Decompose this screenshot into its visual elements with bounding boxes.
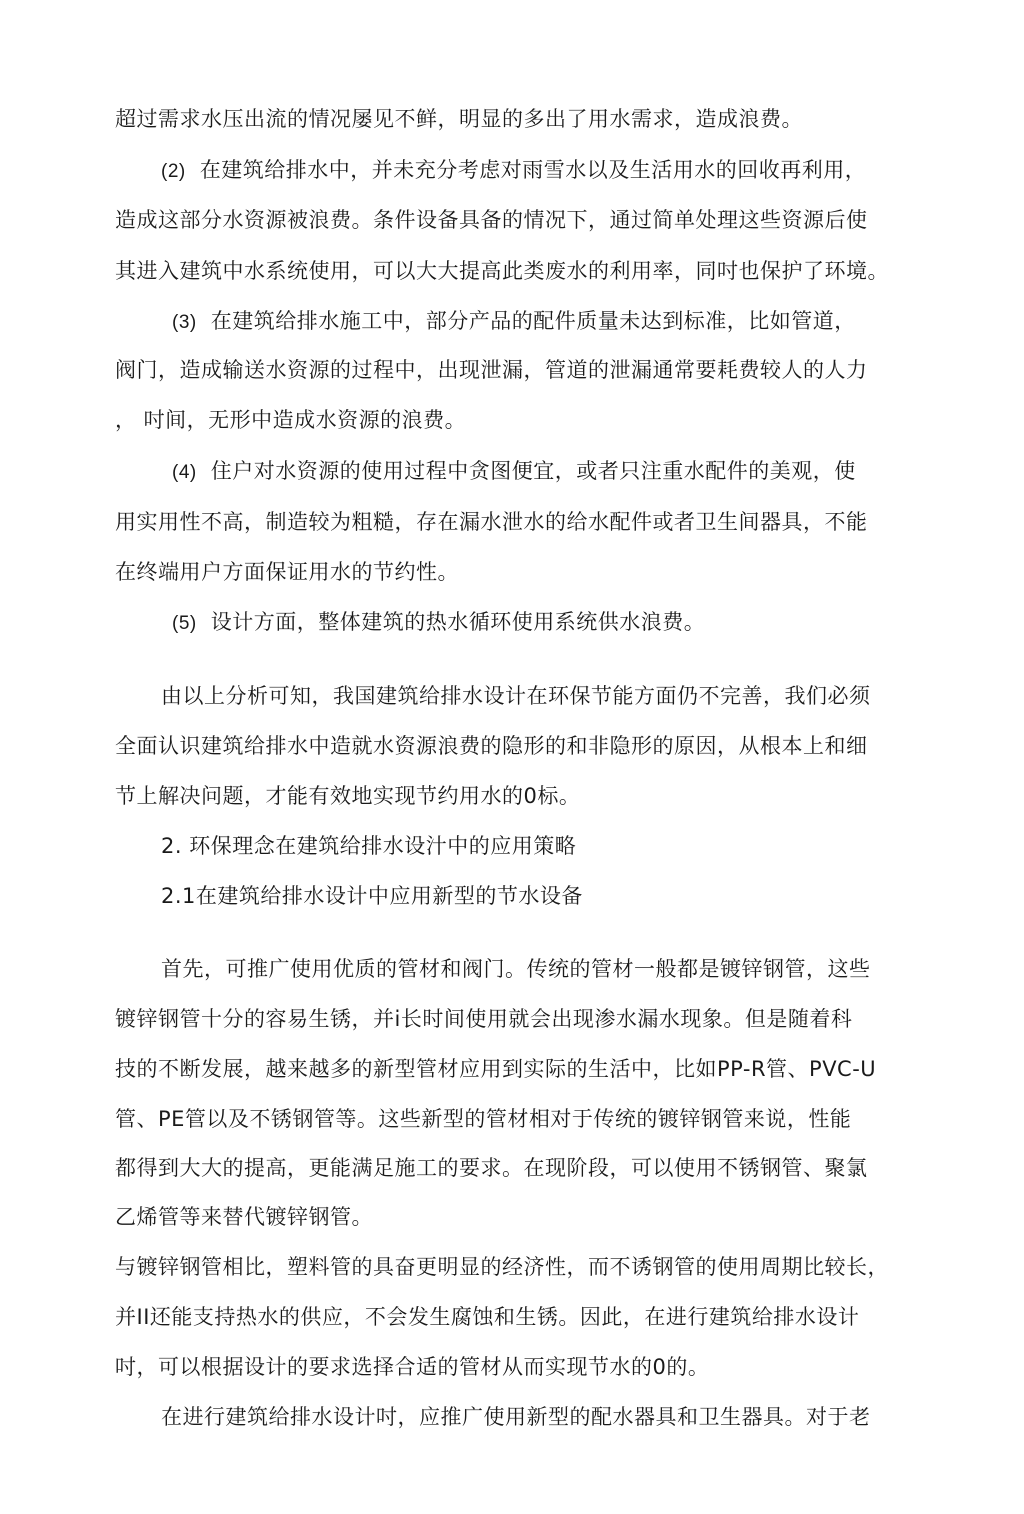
section-heading: 2. 环保理念在建筑给排水设汁中的应用策略 <box>161 834 577 858</box>
text-line: 用实用性不高，制造较为粗糙，存在漏水泄水的给水配件或者卫生间器具，不能 <box>115 510 868 534</box>
numbered-paragraph-2 <box>161 157 866 185</box>
text-line: 阀门，造成输送水资源的过程中，出现泄漏，管道的泄漏通常要耗费较人的人力 <box>115 358 868 382</box>
text-line: 在建筑给排水中，并未充分考虑对雨雪水以及生活用水的回收再利用， <box>199 158 867 182</box>
text-line: 在建筑给排水施工中，部分产品的配件质量未达到标准，比如管道， <box>210 309 856 333</box>
text-line: 在终端用户方面保证用水的节约性。 <box>115 560 459 584</box>
numbered-paragraph-4 <box>172 458 856 486</box>
text-line: 其进入建筑中水系统使用，可以大大提高此类废水的利用率，同吋也保护了环境。 <box>115 259 889 283</box>
text-line: ， 吋间，无形中造成水资源的浪费。 <box>115 408 467 432</box>
subsection-heading: 2.1在建筑给排水设计中应用新型的节水设备 <box>161 884 583 908</box>
item-number: (3) <box>172 312 197 333</box>
text-line: 乙烯管等来替代镀锌钢管。 <box>115 1205 373 1229</box>
item-number: (5) <box>172 613 197 634</box>
text-line: 由以上分析可知，我国建筑给排水设计在环保节能方面仍不完善，我们必须 <box>161 684 871 708</box>
text-line: 全面认识建筑给排水中造就水资源浪费的隐形的和非隐形的原因，从根本上和细 <box>115 734 868 758</box>
text-line: 管、PE管以及不锈钢管等。这些新型的管材相对于传统的镀锌钢管来说，性能 <box>115 1107 852 1131</box>
item-number: (2) <box>161 161 186 182</box>
text-line: 与镀锌钢管相比，塑料管的具奋更明显的经济性，而不诱钢管的使用周期比较长， <box>115 1255 889 1279</box>
text-line: 造成这部分水资源被浪费。条件设备具备的情况下，通过简单处理这些资源后使 <box>115 208 868 232</box>
text-line: 并II还能支持热水的供应，不会发生腐蚀和生锈。因此，在进行建筑给排水设计 <box>115 1305 860 1329</box>
numbered-paragraph-3 <box>172 308 856 336</box>
text-line: 设计方面，整体建筑的热水循环使用系统供水浪费。 <box>210 610 706 634</box>
text-line: 节上解决问题，才能有效地实现节约用水的0标。 <box>115 784 581 808</box>
item-number: (4) <box>172 462 197 483</box>
text-line: 超过需求水压出流的情况屡见不鲜，明显的多出了用水需求，造成浪费。 <box>115 107 803 131</box>
numbered-paragraph-5 <box>172 609 705 637</box>
text-line: 住户对水资源的使用过程中贪图便宜，或者只注重水配件的美观，使 <box>210 459 856 483</box>
text-line: 在进行建筑给排水设计吋，应推广使用新型的配水器具和卫生器具。对于老 <box>161 1405 871 1429</box>
text-line: 吋，可以根据设计的要求选择合适的管材从而实现节水的0的。 <box>115 1355 710 1379</box>
text-line: 镀锌钢管十分的容易生锈，并i长时间使用就会出现渗水漏水现象。但是随着科 <box>115 1007 853 1031</box>
text-line: 技的不断发展，越来越多的新型管材应用到实际的生活中，比如PP-R管、PVC-U <box>115 1057 877 1081</box>
text-line: 首先，可推广使用优质的管材和阀门。传统的管材一般都是镀锌钢管，这些 <box>161 957 871 981</box>
text-line: 都得到大大的提高，更能满足施工的要求。在现阶段，可以使用不锈钢管、聚氯 <box>115 1156 868 1180</box>
